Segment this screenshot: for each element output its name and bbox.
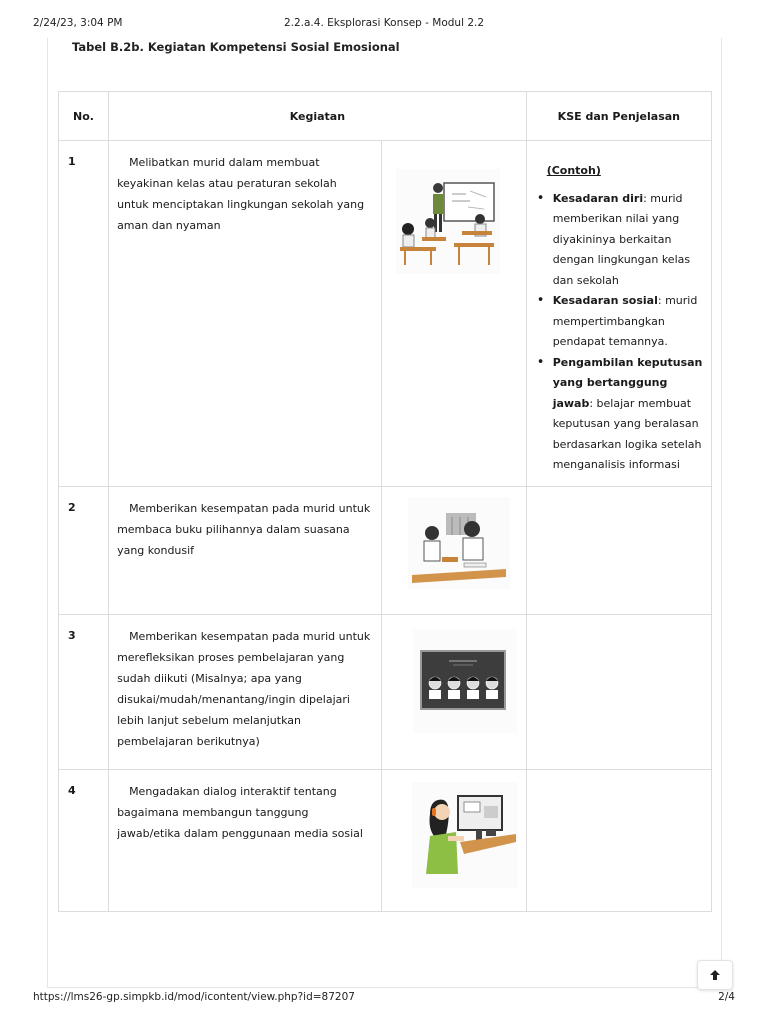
row-number: 3 [68,629,76,642]
row-number: 4 [68,784,76,797]
table-row [59,141,712,487]
kse-term: Kesadaran sosial [552,294,658,307]
kse-description: : belajar membuat keputusan yang beralasan berdasarkan logika setelah menganalisis informasi [552,396,702,471]
activity-text: Mengadakan dialog interaktif tentang bagaimana membangun tanggung jawab/etika dalam penggunaan media sosial [117,785,363,840]
classroom-teacher-illustration [396,169,500,274]
table-row [59,770,712,912]
header-kse: KSE dan Penjelasan [526,92,711,141]
list-item [547,189,703,292]
kse-term: Pengambilan keputusan yang bertanggung jawab [552,355,703,410]
kse-description: : murid memberikan nilai yang diyakininya berkaitan dengan lingkungan kelas dan sekolah [552,191,691,287]
students-reading-illustration [408,497,510,589]
arrow-up-icon [709,969,721,981]
list-item [547,353,703,476]
activity-text: Memberikan kesempatan pada murid untuk membaca buku pilihannya dalam suasana yang kondusif [117,502,371,557]
online-dialog-illustration [412,782,518,888]
kse-explanation [527,141,711,476]
kse-description: : murid mempertimbangkan pendapat temannya. [552,294,698,348]
print-page-title: 2.2.a.4. Eksplorasi Konsep - Modul 2.2 [283,17,485,29]
row-number: 2 [68,501,76,514]
print-page-number: 2/4 [718,991,735,1003]
table-row [59,487,712,615]
activity-text: Memberikan kesempatan pada murid untuk merefleksikan proses pembelajaran yang sudah diikuti (Misalnya; apa yang disukai/mudah/menantang/ingin dipelajari lebih lanjut sebelum melanjutkan pembelajaran berikutnya) [117,630,371,748]
table-row [59,615,712,770]
kse-term: Kesadaran diri [552,191,644,205]
kse-list [533,189,703,476]
list-item [547,291,703,353]
activity-text: Melibatkan murid dalam membuat keyakinan kelas atau peraturan sekolah untuk menciptakan lingkungan sekolah yang aman dan nyaman [117,156,365,232]
content-border-bottom [47,987,722,988]
print-datetime: 2/24/23, 3:04 PM [33,17,123,29]
print-header [0,17,768,31]
content-border-right [721,38,722,988]
header-no: No. [59,92,109,141]
example-label: (Contoh) [546,164,601,177]
content-border-left [47,38,48,988]
reflection-faces-illustration [413,629,517,733]
table-header-row [59,92,712,141]
table-title: Tabel B.2b. Kegiatan Kompetensi Sosial Emosional [72,40,400,54]
kse-activity-table [58,91,712,912]
scroll-to-top-button[interactable] [697,960,733,990]
header-kegiatan: Kegiatan [109,92,527,141]
row-number: 1 [68,155,76,168]
print-url: https://lms26-gp.simpkb.id/mod/icontent/view.php?id=87207 [33,991,355,1003]
